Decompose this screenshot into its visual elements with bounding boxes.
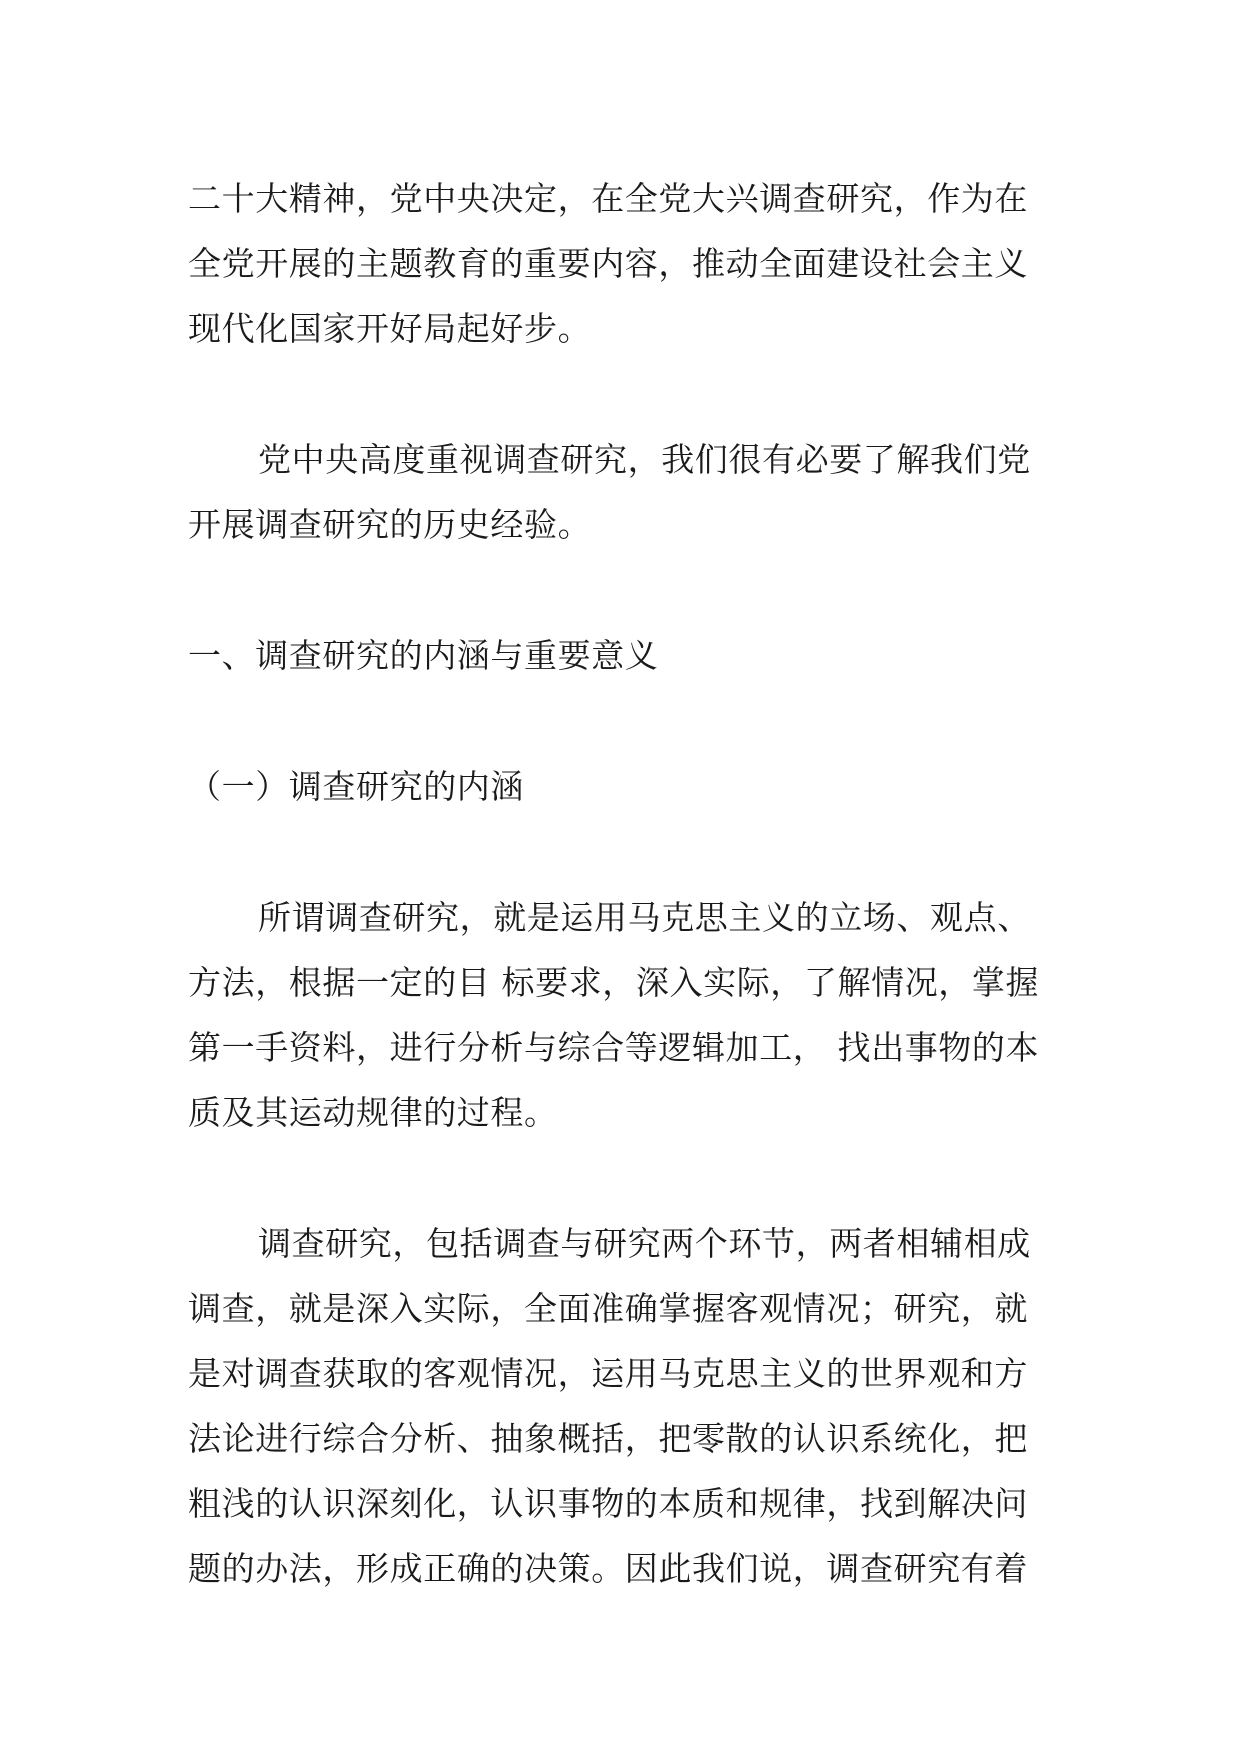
text-line: 全党开展的主题教育的重要内容，推动全面建设社会主义 [188,244,1028,283]
text-line: 所谓调查研究，就是运用马克思主义的立场、观点、 [258,898,1031,937]
text-line: 党中央高度重视调查研究，我们很有必要了解我们党 [258,440,1031,479]
text-line: 题的办法，形成正确的决策。因此我们说，调查研究有着 [188,1549,1028,1588]
heading-line: （一）调查研究的内涵 [188,767,524,806]
text-line: 第一手资料，进行分析与综合等逻辑加工， 找出事物的本 [188,1028,1040,1067]
paragraph-definition [188,885,1058,1145]
text-line: 开展调查研究的历史经验。 [188,505,592,544]
text-line: 二十大精神，党中央决定，在全党大兴调查研究，作为在 [188,179,1028,218]
text-line: 粗浅的认识深刻化，认识事物的本质和规律，找到解决问 [188,1484,1028,1523]
document-page [188,166,1058,1601]
text-line: 调查，就是深入实际，全面准确掌握客观情况；研究，就 [188,1289,1028,1328]
heading-line: 一、调查研究的内涵与重要意义 [188,636,659,675]
text-line: 现代化国家开好局起好步。 [188,309,592,348]
text-line: 调查研究，包括调查与研究两个环节，两者相辅相成 [258,1224,1031,1263]
section-heading [188,623,1058,688]
paragraph-intro [188,166,1058,361]
paragraph-components [188,1211,1058,1601]
paragraph-history [188,427,1058,557]
text-line: 质及其运动规律的过程。 [188,1093,558,1132]
text-line: 法论进行综合分析、抽象概括，把零散的认识系统化，把 [188,1419,1028,1458]
subsection-heading [188,754,1058,819]
text-line: 方法，根据一定的目 标要求，深入实际，了解情况，掌握 [188,963,1040,1002]
text-line: 是对调查获取的客观情况，运用马克思主义的世界观和方 [188,1354,1028,1393]
